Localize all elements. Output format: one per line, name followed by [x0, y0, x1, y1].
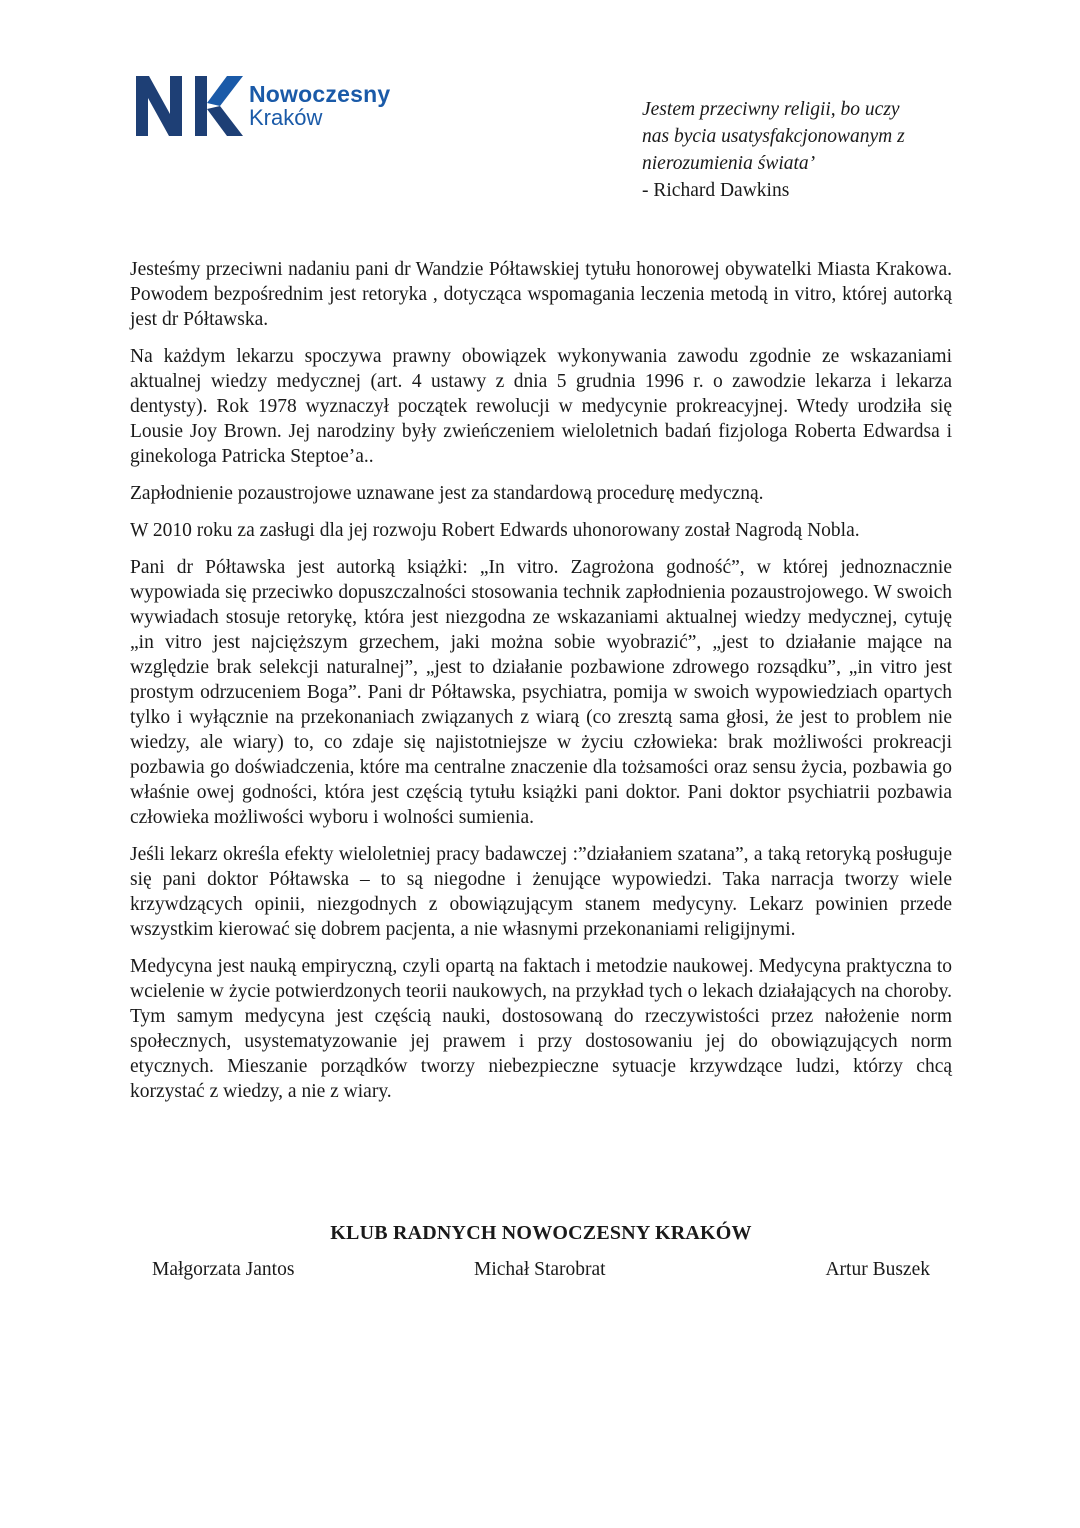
letter-body [130, 257, 952, 1116]
club-name: KLUB RADNYCH NOWOCZESNY KRAKÓW [330, 1222, 752, 1244]
paragraph: Na każdym lekarzu spoczywa prawny obowiązek wykonywania zawodu zgodnie ze wskazaniami aktualnej wiedzy medycznej (art. 4 ustawy z dnia 5 grudnia 1996 r. o zawodzie lekarza i lekarza dentysty). Rok 1978 wyznaczył początek rewolucji w medycynie prokreacyjnej. Wtedy urodziła się Lousie Joy Brown. Jej narodziny były zwieńczeniem wieloletnich badań fizjologa Roberta Edwardsa i ginekologa Patricka Steptoe’a.. [130, 346, 952, 467]
quote-line: nas bycia usatysfakcjonowanym z [642, 126, 905, 147]
paragraph: Jeśli lekarz określa efekty wieloletniej pracy badawczej :”działaniem szatana”, a taką retoryką posługuje się pani doktor Półtawska – to są niegodne i żenujące wypowiedzi. Taka narracja tworzy wiele krzywdzących opinii, niezgodnych z obowiązującym stanem medycyny. Lekarz powinien przede wszystkim kierować się dobrem pacjenta, a nie własnymi przekonaniami religijnymi. [130, 844, 952, 940]
nk-logo-icon [136, 76, 244, 136]
paragraph: Pani dr Półtawska jest autorką książki: „In vitro. Zagrożona godność”, w której jednoznacznie wypowiada się przeciwko dopuszczalności stosowania technik zapłodnienia pozaustrojowego. W swoich wywiadach stosuje retorykę, która jest niezgodna ze wskazaniami aktualnej wiedzy medycznej, cytuję „in vitro jest najcięższym grzechem, jaki można sobie wyobrazić”, „jest to działanie mające na względzie brak selekcji naturalnej”, „jest to działanie pozbawione zdrowego rozsądku”, „in vitro jest prostym odrzuceniem Boga”. Pani dr Półtawska, psychiatra, pomija w swoich wypowiedziach opartych tylko i wyłącznie na przekonaniach związanych z wiarą (co zresztą sama głosi, że jest to problem nie wiedzy, ale wiary) to, co zdaje się najistotniejsze w życiu człowieka: brak możliwości prokreacji pozbawia go doświadczenia, które ma centralne znaczenie dla tożsamości oraz sensu życia, pozbawia go właśnie owej godności, która jest częścią tytułu książki pani doktor. Pani doktor psychiatrii pozbawia człowieka możliwości wyboru i wolności sumienia. [130, 557, 952, 828]
signatory-name: Michał Starobrat [474, 1259, 606, 1280]
paragraph: Medycyna jest nauką empiryczną, czyli opartą na faktach i metodzie naukowej. Medycyna praktyczna to wcielenie w życie potwierdzonych teorii naukowych, na przykład tych o lekach działających na choroby. Tym samym medycyna jest częścią nauki, dostosowaną do rzeczywistości przez nałożenie norm społecznych, usystematyzowanie jej prawem i przy dostosowaniu jej do obowiązujących norm etycznych. Mieszanie porządków tworzy niebezpieczne sytuacje krzywdzące ludzi, którzy chcą korzystać z wiedzy, a nie z wiary. [130, 956, 952, 1102]
epigraph-quote [642, 96, 982, 204]
quote-line: nierozumienia świata’ [642, 153, 816, 174]
paragraph: Zapłodnienie pozaustrojowe uznawane jest za standardową procedurę medyczną. [130, 483, 764, 504]
paragraph: W 2010 roku za zasługi dla jej rozwoju Robert Edwards uhonorowany został Nagrodą Nobla. [130, 520, 860, 541]
signature-block [130, 1222, 952, 1289]
logo-wordmark [249, 83, 390, 129]
nowoczesny-krakow-logo [136, 76, 390, 136]
quote-line: Jestem przeciwny religii, bo uczy [642, 99, 900, 120]
logo-line-1: Nowoczesny [249, 81, 391, 107]
signatories [130, 1259, 952, 1289]
logo-line-2: Kraków [249, 105, 323, 130]
paragraph: Jesteśmy przeciwni nadaniu pani dr Wandzie Półtawskiej tytułu honorowej obywatelki Miasta Krakowa. Powodem bezpośrednim jest retoryka , dotycząca wspomagania leczenia metodą in vitro, której autorką jest dr Półtawska. [130, 259, 952, 330]
quote-author: - Richard Dawkins [642, 180, 790, 201]
signatory-name: Małgorzata Jantos [152, 1259, 295, 1280]
signatory-name: Artur Buszek [825, 1259, 930, 1280]
